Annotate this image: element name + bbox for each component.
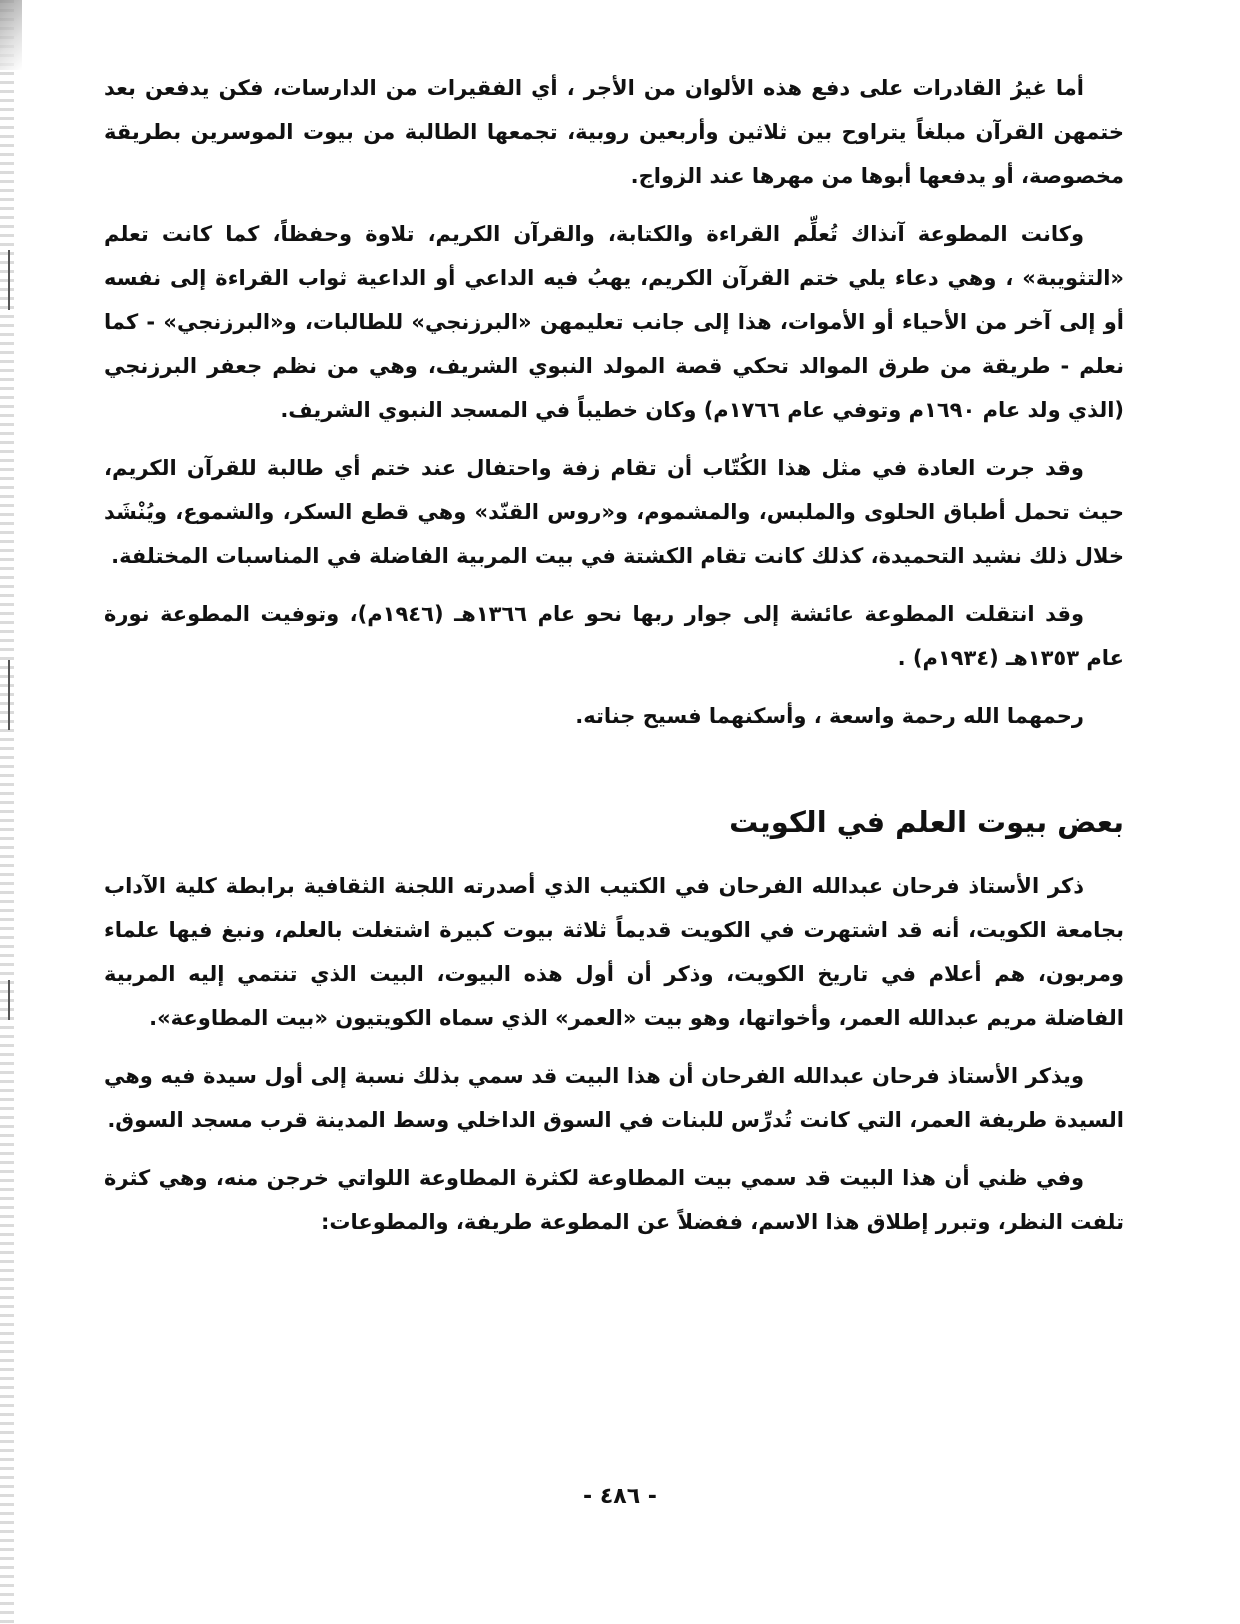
scan-mark: [8, 660, 10, 730]
scan-mark: [8, 250, 10, 310]
document-page: [104, 66, 1124, 1244]
paragraph: وكانت المطوعة آنذاك تُعلِّم القراءة والكتابة، والقرآن الكريم، تلاوة وحفظاً، كما كانت تعلم «التثويبة» ، وهي دعاء يلي ختم القرآن الكريم، يهبُ فيه الداعي أو الداعية ثواب القراءة إلى نفسه أو إلى آخر من الأحياء أو الأموات، هذا إلى جانب تعليمهن «البرزنجي» للطالبات، و«البرزنجي» - كما نعلم - طريقة من طرق الموالد تحكي قصة المولد النبوي الشريف، وهي من نظم جعفر البرزنجي (الذي ولد عام ١٦٩٠م وتوفي عام ١٧٦٦م) وكان خطيباً في المسجد النبوي الشريف.: [104, 222, 1124, 422]
paragraph: ذكر الأستاذ فرحان عبدالله الفرحان في الكتيب الذي أصدرته اللجنة الثقافية برابطة كلية الآداب بجامعة الكويت، أنه قد اشتهرت في الكويت قديماً ثلاثة بيوت كبيرة اشتغلت بالعلم، ونبغ فيها علماء ومربون، هم أعلام في تاريخ الكويت، وذكر أن أول هذه البيوت، البيت الذي تنتمي إليه المربية الفاضلة مريم عبدالله العمر، وأخواتها، وهو بيت «العمر» الذي سماه الكويتيون «بيت المطاوعة».: [104, 874, 1124, 1030]
paragraph: وقد جرت العادة في مثل هذا الكُتّاب أن تقام زفة واحتفال عند ختم أي طالبة للقرآن الكريم، حيث تحمل أطباق الحلوى والملبس، والمشموم، و«روس القنّد» وهي قطع السكر، والشموع، ويُنْشَد خلال ذلك نشيد التحميدة، كذلك كانت تقام الكشتة في بيت المربية الفاضلة في المناسبات المختلفة.: [104, 456, 1124, 568]
scan-edge-shadow: [0, 0, 14, 1624]
paragraph: وفي ظني أن هذا البيت قد سمي بيت المطاوعة لكثرة المطاوعة اللواتي خرجن منه، وهي كثرة تلفت النظر، وتبرر إطلاق هذا الاسم، ففضلاً عن المطوعة طريفة، والمطوعات:: [104, 1166, 1124, 1234]
paragraph: رحمهما الله رحمة واسعة ، وأسكنهما فسيح جناته.: [575, 704, 1084, 728]
paragraph: ويذكر الأستاذ فرحان عبدالله الفرحان أن هذا البيت قد سمي بذلك نسبة إلى أول سيدة فيه وهي السيدة طريفة العمر، التي كانت تُدرِّس للبنات في السوق الداخلي وسط المدينة قرب مسجد السوق.: [104, 1064, 1124, 1132]
paragraph: وقد انتقلت المطوعة عائشة إلى جوار ربها نحو عام ١٣٦٦هـ (١٩٤٦م)، وتوفيت المطوعة نورة عام ١٣٥٣هـ (١٩٣٤م) .: [104, 602, 1124, 670]
scan-corner-mark: [0, 0, 22, 70]
page-number: - ٤٨٦ -: [583, 1484, 657, 1509]
paragraph: أما غيرُ القادرات على دفع هذه الألوان من الأجر ، أي الفقيرات من الدارسات، فكن يدفعن بعد ختمهن القرآن مبلغاً يتراوح بين ثلاثين وأربعين روبية، تجمعها الطالبة من بيوت الموسرين بطريقة مخصوصة، أو يدفعها أبوها من مهرها عند الزواج.: [104, 76, 1124, 188]
section-heading: بعض بيوت العلم في الكويت: [729, 805, 1124, 839]
scan-mark: [8, 980, 10, 1020]
